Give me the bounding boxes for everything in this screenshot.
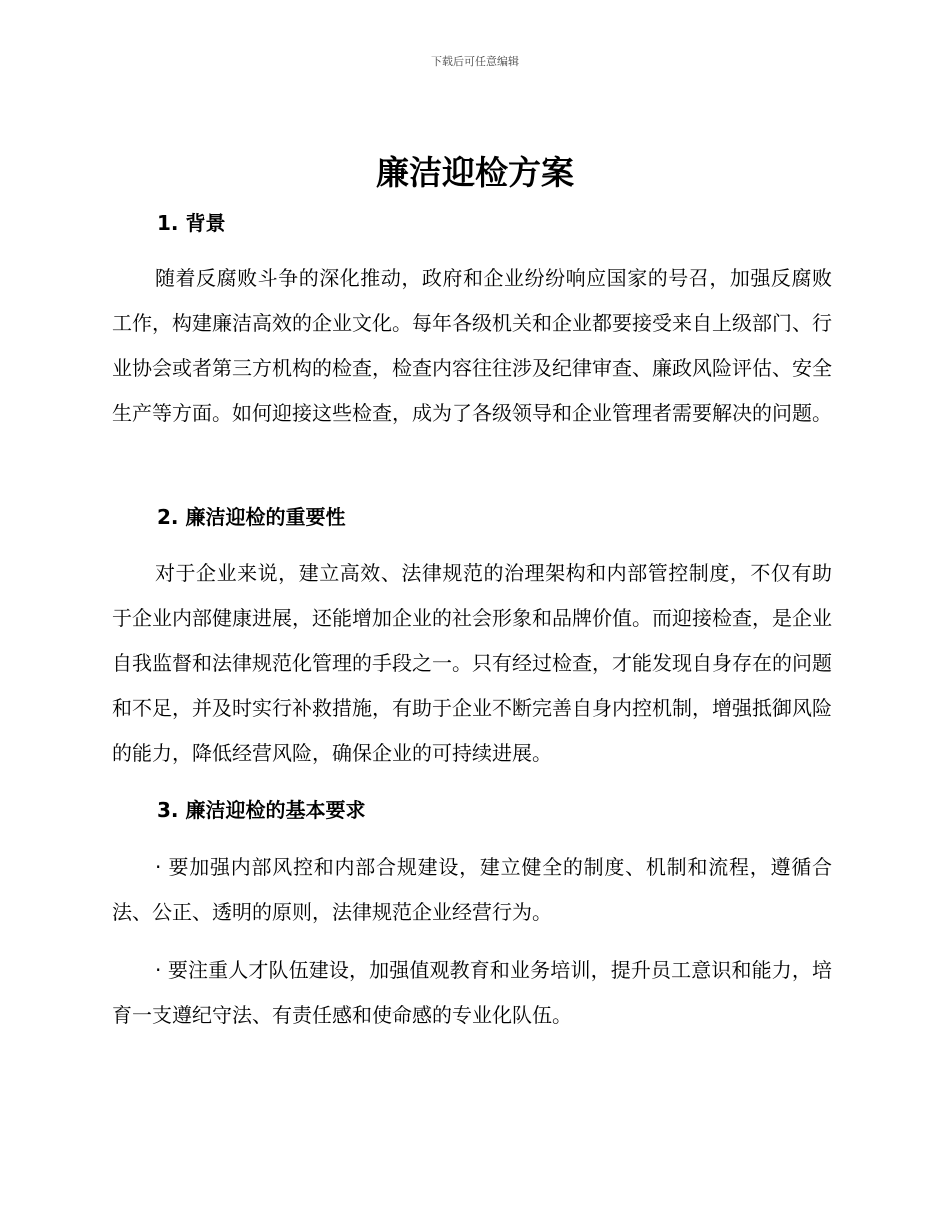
document-title: 廉洁迎检方案 [376, 153, 574, 192]
page-header-note: 下载后可任意编辑 [431, 55, 519, 68]
paragraph-importance: 对于企业来说，建立高效、法律规范的治理架构和内部管控制度，不仅有助于企业内部健康进展，还能增加企业的社会形象和品牌价值。而迎接检查，是企业自我监督和法律规范化管理的手段之一。只有经过检查，才能发现自身存在的问题和不足，并及时实行补救措施，有助于企业不断完善自身内控机制，增强抵御风险的能力，降低经营风险，确保企业的可持续进展。 [112, 561, 832, 765]
section-heading-background: 1. 背景 [157, 211, 226, 235]
section-heading-importance: 2. 廉洁迎检的重要性 [157, 505, 346, 529]
requirement-bullet-2: · 要注重人才队伍建设，加强值观教育和业务培训，提升员工意识和能力，培育一支遵纪守法、有责任感和使命感的专业化队伍。 [112, 958, 832, 1027]
section-heading-requirements: 3. 廉洁迎检的基本要求 [157, 798, 366, 822]
requirement-bullet-1: · 要加强内部风控和内部合规建设，建立健全的制度、机制和流程，遵循合法、公正、透明的原则，法律规范企业经营行为。 [112, 855, 832, 924]
paragraph-background: 随着反腐败斗争的深化推动，政府和企业纷纷响应国家的号召，加强反腐败工作，构建廉洁高效的企业文化。每年各级机关和企业都要接受来自上级部门、行业协会或者第三方机构的检查，检查内容往往涉及纪律审查、廉政风险评估、安全生产等方面。如何迎接这些检查，成为了各级领导和企业管理者需要解决的问题。 [112, 266, 832, 425]
